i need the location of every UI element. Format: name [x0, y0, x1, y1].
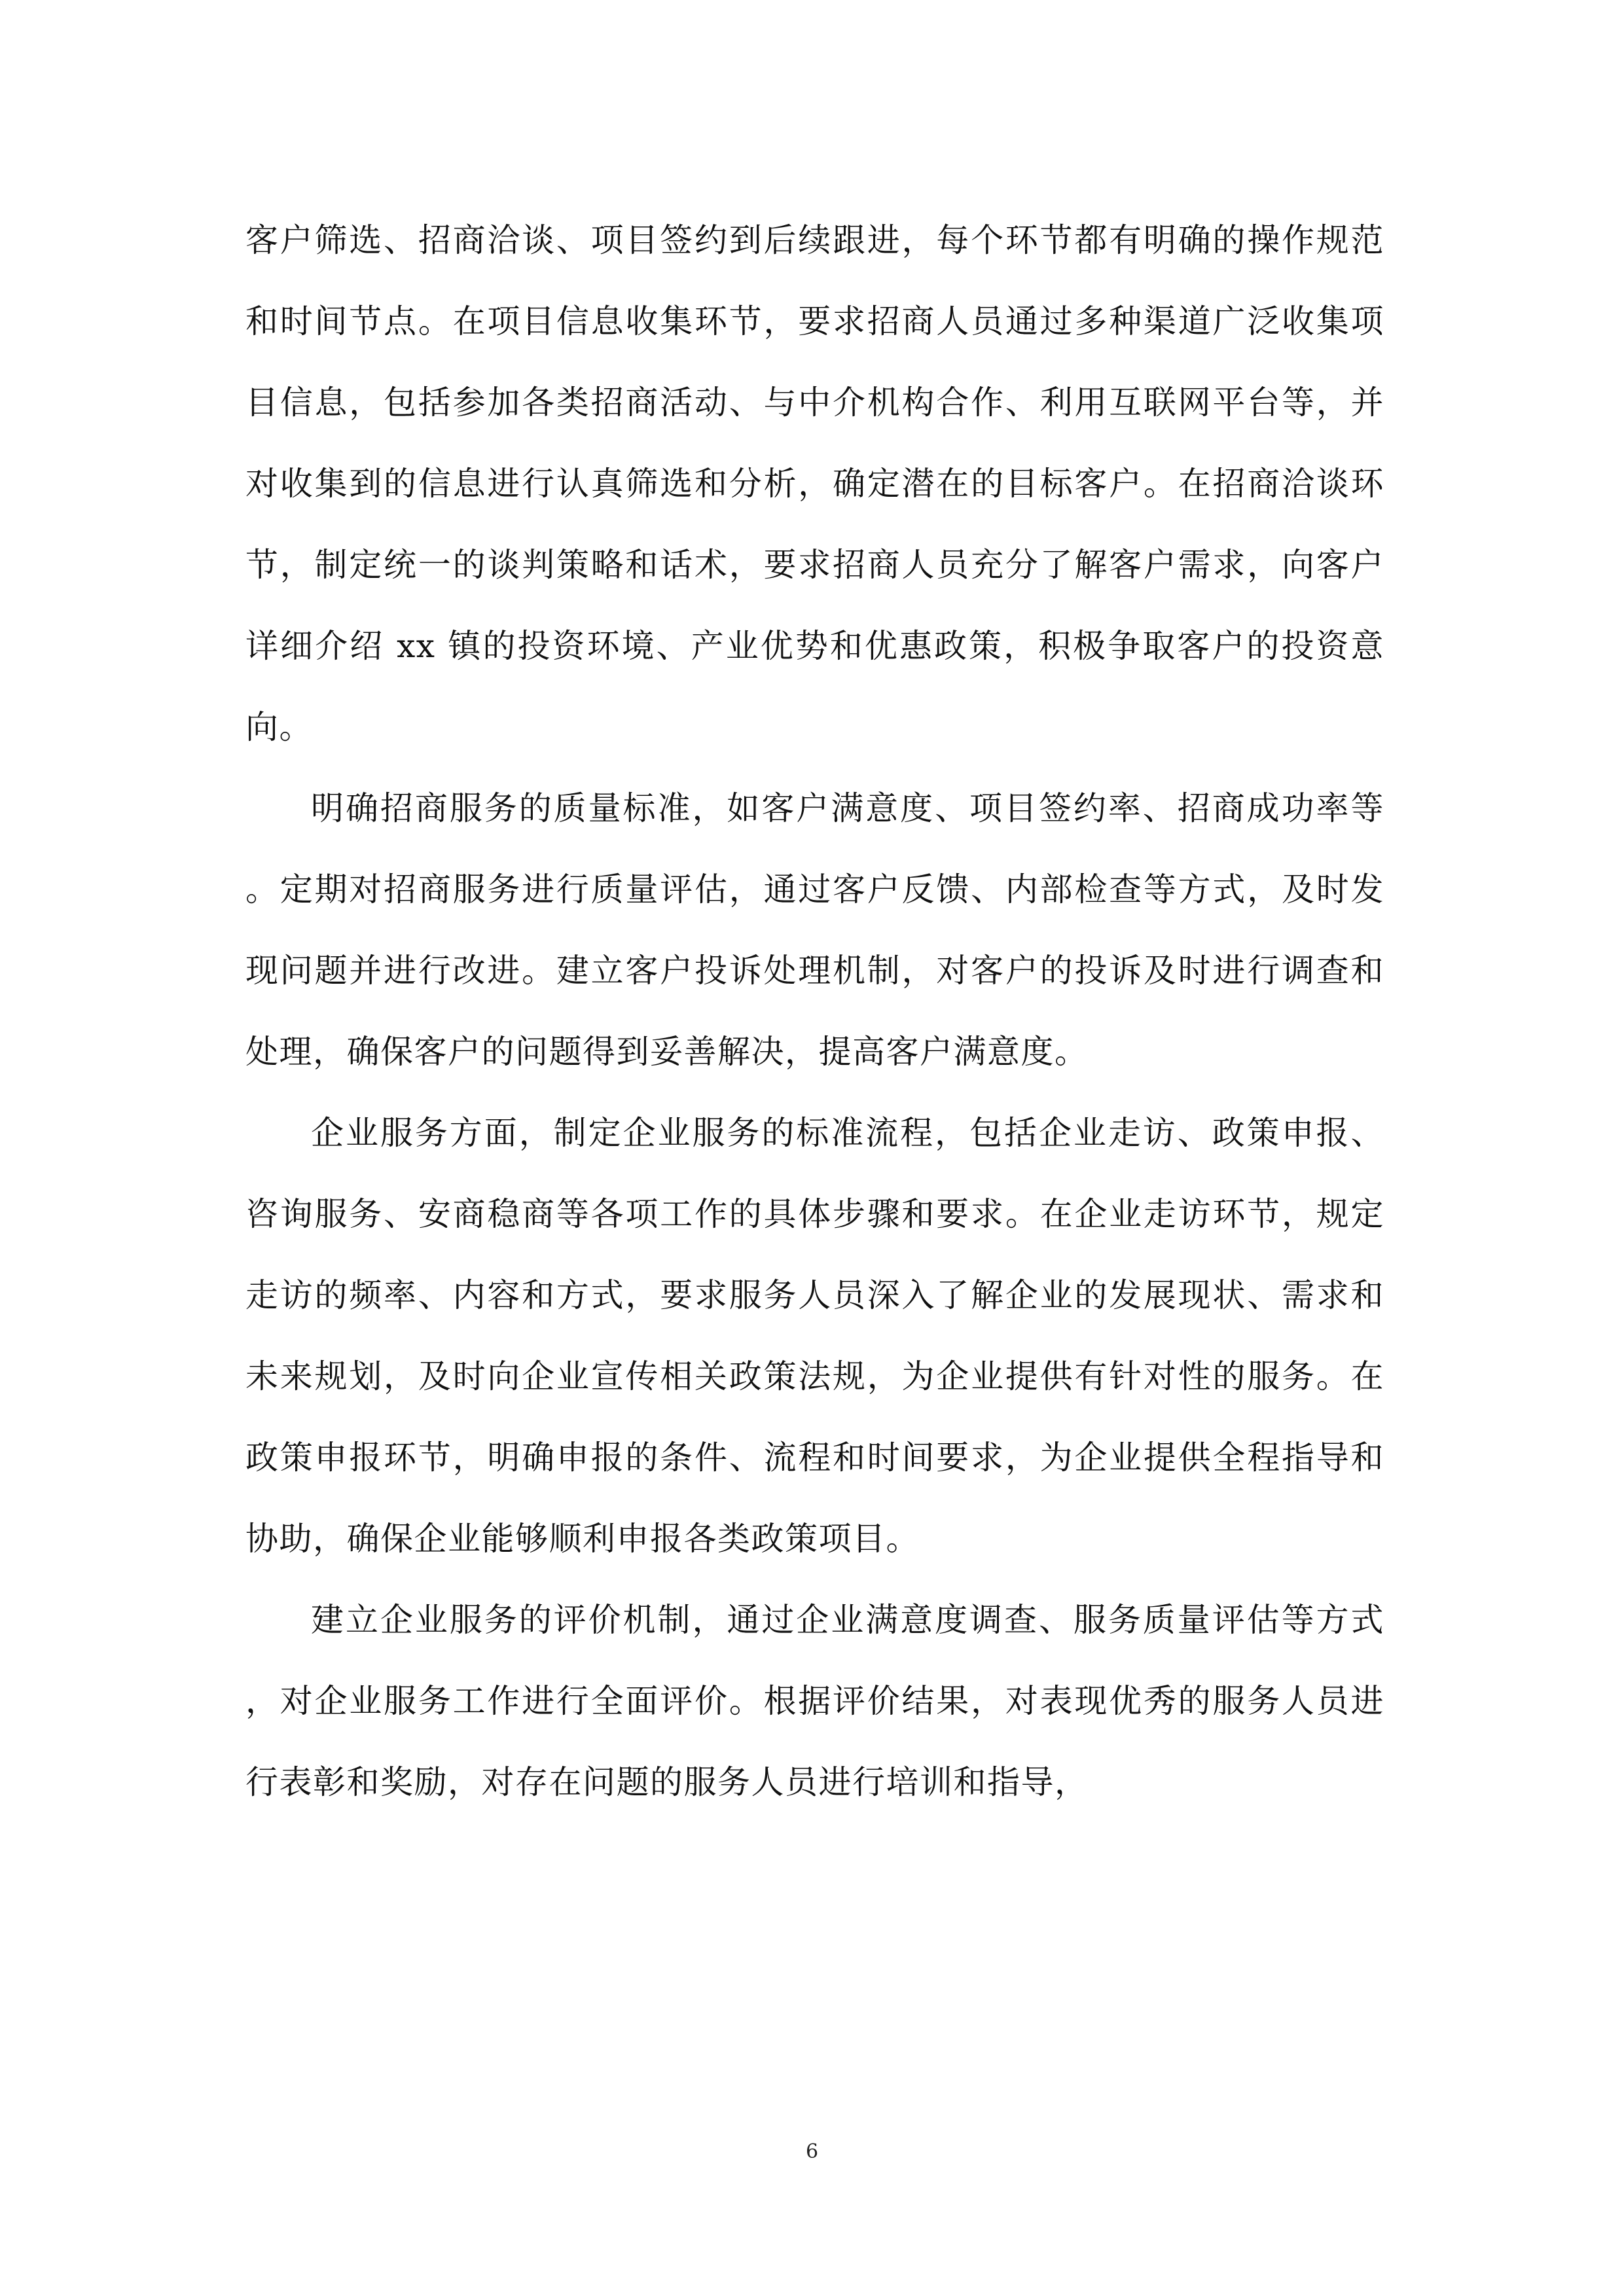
page-number: 6: [805, 2140, 819, 2163]
paragraph-evaluation: 建立企业服务的评价机制，通过企业满意度调查、服务质量评估等方式，对企业服务工作进行全面评价。根据评价结果，对表现优秀的服务人员进行表彰和奖励，对存在问题的服务人员进行培训和指导，: [245, 1601, 1384, 1801]
body-text: [245, 200, 1384, 1823]
paragraph-service-quality: 明确招商服务的质量标准，如客户满意度、项目签约率、招商成功率等。定期对招商服务进行质量评估，通过客户反馈、内部检查等方式，及时发现问题并进行改进。建立客户投诉处理机制，对客户的投诉及时进行调查和处理，确保客户的问题得到妥善解决，提高客户满意度。: [245, 789, 1384, 1071]
paragraph-enterprise-service: 企业服务方面，制定企业服务的标准流程，包括企业走访、政策申报、咨询服务、安商稳商等各项工作的具体步骤和要求。在企业走访环节，规定走访的频率、内容和方式，要求服务人员深入了解企业的发展现状、需求和未来规划，及时向企业宣传相关政策法规，为企业提供有针对性的服务。在政策申报环节，明确申报的条件、流程和时间要求，为企业提供全程指导和协助，确保企业能够顺利申报各类政策项目。: [245, 1114, 1384, 1558]
paragraph-continued: 客户筛选、招商洽谈、项目签约到后续跟进，每个环节都有明确的操作规范和时间节点。在项目信息收集环节，要求招商人员通过多种渠道广泛收集项目信息，包括参加各类招商活动、与中介机构合作、利用互联网平台等，并对收集到的信息进行认真筛选和分析，确定潜在的目标客户。在招商洽谈环节，制定统一的谈判策略和话术，要求招商人员充分了解客户需求，向客户详细介绍 xx 镇的投资环境、产业优势和优惠政策，积极争取客户的投资意向。: [245, 221, 1384, 746]
